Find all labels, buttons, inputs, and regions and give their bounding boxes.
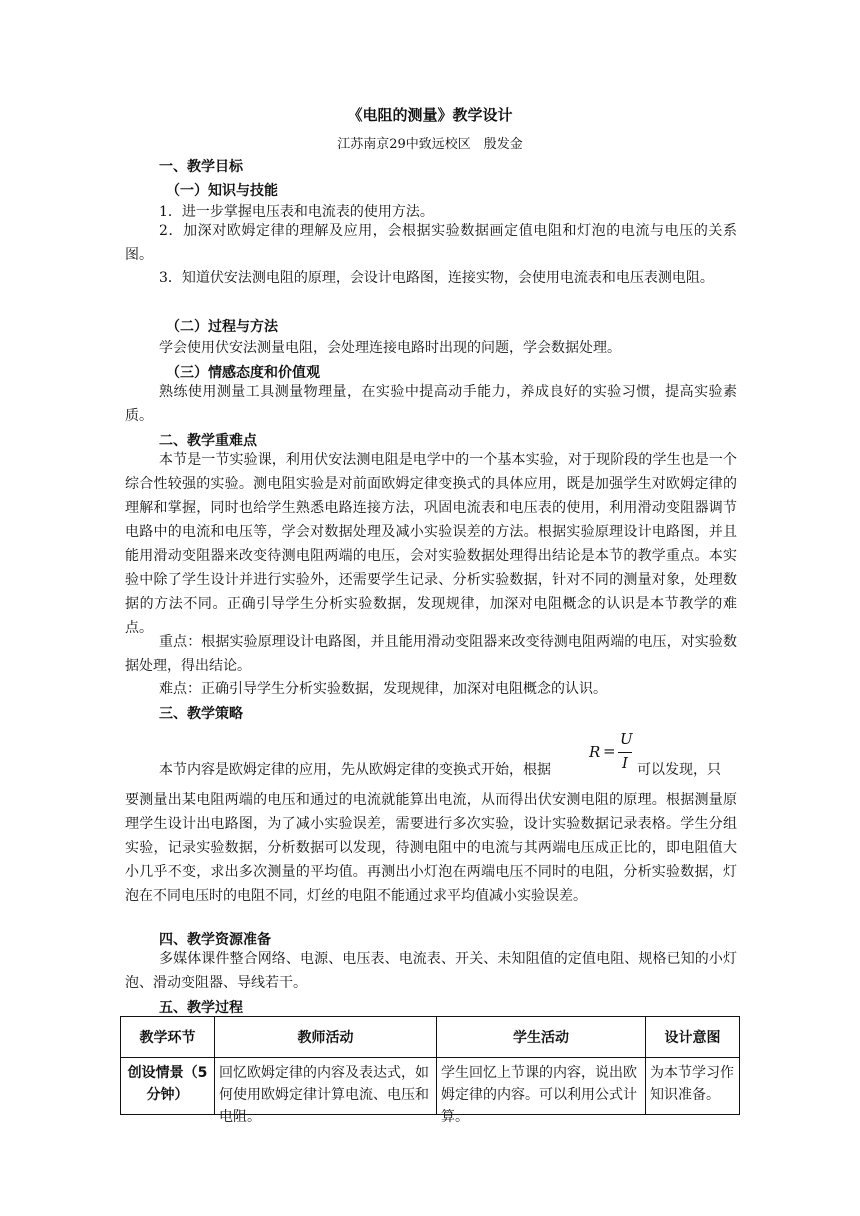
design-intent-text: 为本节学习作知识准备。 [650,1065,734,1103]
design-intent-cell [646,1058,740,1115]
column-header-student: 学生活动 [437,1017,646,1058]
focus-paragraph: 重点：根据实验原理设计电路图，并且能用滑动变阻器来改变待测电阻两端的电压，对实验数据处理，得出结论。 [125,634,737,674]
formula-fraction-bar [618,752,632,753]
stage-text: 创设情景（5分钟） [127,1065,208,1103]
section-1-heading: 一、教学目标 [159,159,243,175]
ohm-law-formula [589,730,637,774]
formula-resistance-symbol: R [589,743,601,761]
section-3-heading: 三、教学策略 [159,706,243,722]
student-activity-text: 学生回忆上节课的内容，说出欧姆定律的内容。可以利用公式计算。 [441,1065,637,1125]
strategy-paragraph: 要测量出某电阻两端的电压和通过的电流就能算出电流，从而得出伏安测电阻的原理。根据测量原理学生设计出电路图，为了减小实验误差，需要进行多次实验，设计实验数据记录表格。学生分组实验，记录实验数据，分析数据可以发现，待测电阻中的电流与其两端电压成正比的，即电阻值大小几乎不变，求出多次测量的平均值。再测出小灯泡在两端电压不同时的电阻，分析实验数据，灯泡在不同电压时的电阻不同，灯丝的电阻不能通过求平均值减小实验误差。 [125,792,737,904]
teacher-activity-cell [215,1058,437,1125]
subsection-process-heading: （二）过程与方法 [166,319,278,335]
column-header-intent: 设计意图 [646,1017,740,1058]
author-line: 江苏南京29中致远校区 殷发金 [337,137,523,152]
strategy-lead-text: 本节内容是欧姆定律的应用，先从欧姆定律的变换式开始，根据 [159,762,551,778]
section-2-heading: 二、教学重难点 [159,433,257,449]
formula-current-symbol: I [622,754,628,772]
column-header-stage: 教学环节 [121,1017,215,1058]
attitude-text: 熟练使用测量工具测量物理量，在实验中提高动手能力，养成良好的实验习惯，提高实验素质。 [125,384,737,424]
objective-item-2: 2．加深对欧姆定律的理解及应用，会根据实验数据画定值电阻和灯泡的电流与电压的关系图。 [125,223,737,263]
formula-equals-sign: = [603,742,616,760]
resources-paragraph: 多媒体课件整合网络、电源、电压表、电流表、开关、未知阻值的定值电阻、规格已知的小灯泡、滑动变阻器、导线若干。 [125,951,737,991]
subsection-attitude-heading: （三）情感态度和价值观 [166,365,320,381]
difficulty-paragraph: 难点：正确引导学生分析实验数据，发现规律，加深对电阻概念的认识。 [159,681,607,697]
process-text: 学会使用伏安法测量电阻，会处理连接电路时出现的问题，学会数据处理。 [159,340,621,356]
stage-cell [121,1058,215,1115]
table-row [121,1058,740,1115]
subsection-knowledge-heading: （一）知识与技能 [166,183,278,199]
student-activity-cell [437,1058,646,1125]
column-header-teacher: 教师活动 [215,1017,437,1058]
teacher-activity-text: 回忆欧姆定律的内容及表达式，如何使用欧姆定律计算电流、电压和电阻。 [219,1065,429,1125]
document-title: 《电阻的测量》教学设计 [347,106,513,124]
strategy-lead-tail: 可以发现，只 [637,762,721,778]
key-points-paragraph: 本节是一节实验课，利用伏安法测电阻是电学中的一个基本实验，对于现阶段的学生也是一个综合性较强的实验。测电阻实验是对前面欧姆定律变换式的具体应用，既是加强学生对欧姆定律的理解和掌握，同时也给学生熟悉电路连接方法，巩固电流表和电压表的使用，利用滑动变阻器调节电路中的电流和电压等，学会对数据处理及减小实验误差的方法。根据实验原理设计电路图，并且能用滑动变阻器来改变待测电阻两端的电压，会对实验数据处理得出结论是本节的教学重点。本实验中除了学生设计并进行实验外，还需要学生记录、分析实验数据，针对不同的测量对象，处理数据的方法不同。正确引导学生分析实验数据，发现规律，加深对电阻概念的认识是本节教学的难点。 [125,452,737,636]
section-5-heading: 五、教学过程 [159,1000,243,1016]
formula-voltage-symbol: U [620,730,633,748]
teaching-process-table [120,1016,740,1125]
table-header-row [121,1017,740,1058]
objective-item-3: 3．知道伏安法测电阻的原理，会设计电路图，连接实物，会使用电流表和电压表测电阻。 [159,270,714,286]
section-4-heading: 四、教学资源准备 [159,932,271,948]
objective-item-1: 1．进一步掌握电压表和电流表的使用方法。 [159,204,434,220]
